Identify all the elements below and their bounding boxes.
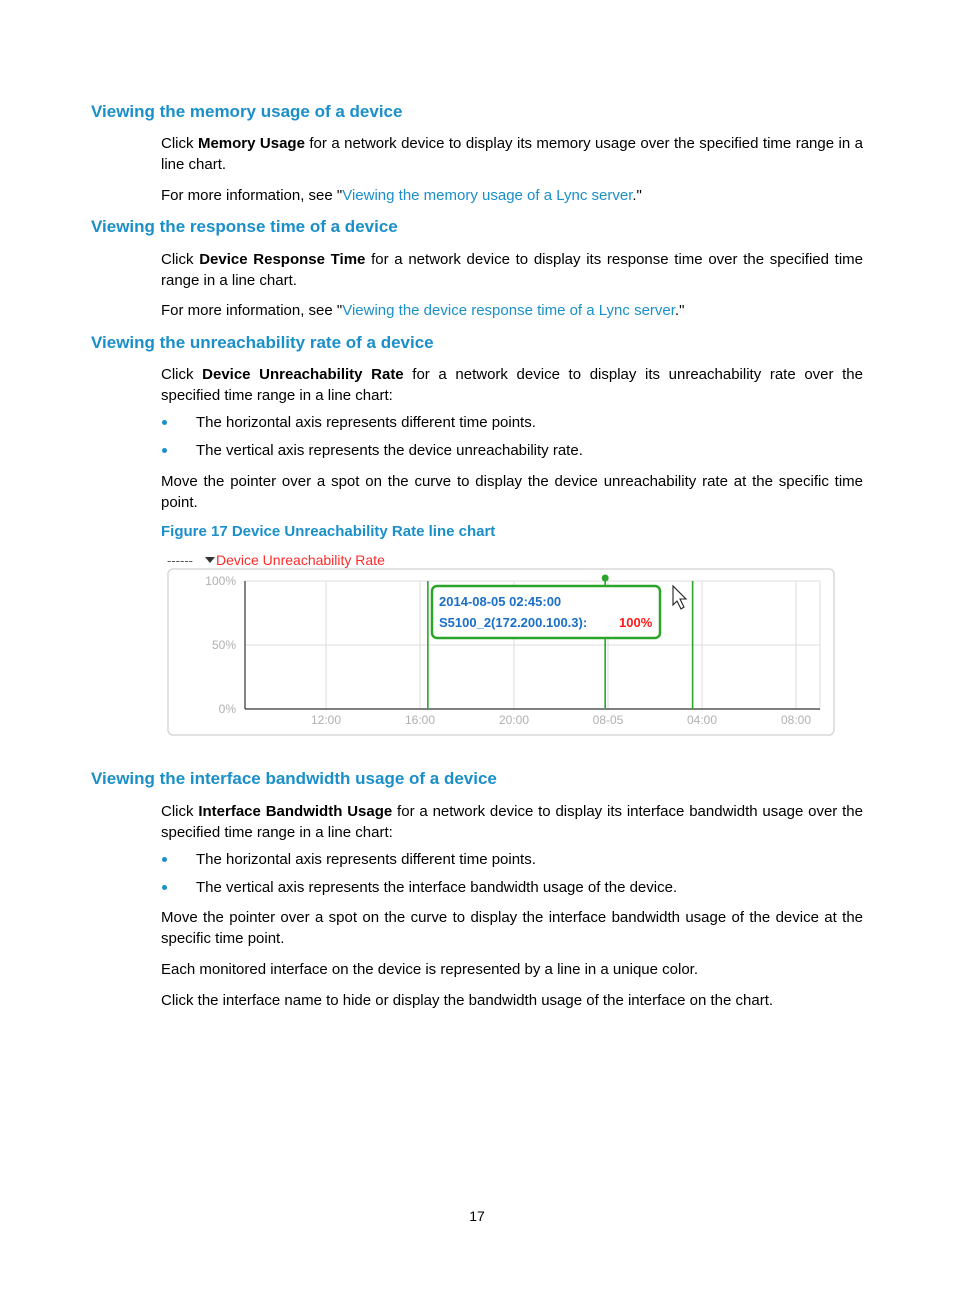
chart-tooltip bbox=[432, 586, 660, 638]
section-heading-response-time: Viewing the response time of a device bbox=[91, 217, 398, 236]
x-tick-label: 12:00 bbox=[310, 713, 342, 727]
x-tick-label: 08:00 bbox=[780, 713, 812, 727]
section-heading-unreachability-rate: Viewing the unreachability rate of a device bbox=[91, 333, 434, 352]
bullet-icon bbox=[162, 420, 167, 425]
y-tick-label: 100% bbox=[205, 574, 236, 588]
paragraph-bandwidth-toggle: Click the interface name to hide or display the bandwidth usage of the interface on the chart. bbox=[161, 992, 774, 1009]
section-heading-interface-bandwidth: Viewing the interface bandwidth usage of a device bbox=[91, 769, 497, 788]
y-tick-label: 0% bbox=[218, 702, 236, 716]
legend-line-marker: ------ bbox=[167, 553, 193, 568]
x-tick-label: 08-05 bbox=[592, 713, 624, 727]
chart-legend[interactable] bbox=[167, 552, 385, 568]
paragraph-unreachability-intro: Click Device Unreachability Rate for a network device to display its unreachability rate over the specified time range in a line chart: bbox=[161, 366, 863, 404]
unreachability-line-chart bbox=[160, 548, 840, 740]
x-tick-label: 20:00 bbox=[498, 713, 530, 727]
ui-term-interface-bandwidth-usage: Interface Bandwidth Usage bbox=[198, 803, 393, 820]
legend-series-name: Device Unreachability Rate bbox=[216, 552, 385, 568]
paragraph-bandwidth-hover: Move the pointer over a spot on the curve to display the interface bandwidth usage of the device at the specific time point. bbox=[161, 909, 863, 947]
paragraph-unreachability-hover: Move the pointer over a spot on the curve to display the device unreachability rate at the specific time point. bbox=[161, 473, 863, 511]
tooltip-device: S5100_2(172.200.100.3): bbox=[439, 615, 588, 630]
paragraph-response-time-intro: Click Device Response Time for a network device to display its response time over the specified time range in a line chart. bbox=[161, 251, 863, 289]
ui-term-device-response-time: Device Response Time bbox=[199, 251, 366, 268]
link-memory-usage-lync[interactable]: Viewing the memory usage of a Lync server bbox=[342, 187, 633, 204]
figure-caption: Figure 17 Device Unreachability Rate line chart bbox=[161, 523, 496, 540]
section-heading-memory-usage: Viewing the memory usage of a device bbox=[91, 102, 403, 121]
bullet-icon bbox=[162, 885, 167, 890]
page-number: 17 bbox=[469, 1208, 485, 1224]
bullet-icon bbox=[162, 857, 167, 862]
bullet-icon bbox=[162, 448, 167, 453]
paragraph-bandwidth-colors: Each monitored interface on the device is represented by a line in a unique color. bbox=[161, 961, 698, 978]
x-tick-label: 04:00 bbox=[686, 713, 718, 727]
link-response-time-lync[interactable]: Viewing the device response time of a Lync server bbox=[342, 302, 675, 319]
paragraph-memory-usage-more-info: For more information, see "Viewing the memory usage of a Lync server." bbox=[161, 187, 642, 204]
paragraph-memory-usage-intro: Click Memory Usage for a network device to display its memory usage over the specified time range in a line chart. bbox=[161, 135, 863, 173]
tooltip-value: 100% bbox=[619, 615, 653, 630]
hover-point[interactable] bbox=[602, 575, 609, 582]
paragraph-bandwidth-intro: Click Interface Bandwidth Usage for a network device to display its interface bandwidth usage over the specified time range in a line chart: bbox=[161, 803, 863, 841]
y-tick-label: 50% bbox=[211, 638, 236, 652]
paragraph-response-time-more-info: For more information, see "Viewing the device response time of a Lync server." bbox=[161, 302, 685, 319]
x-tick-label: 16:00 bbox=[404, 713, 436, 727]
legend-dropdown-icon[interactable] bbox=[205, 557, 215, 563]
ui-term-device-unreachability-rate: Device Unreachability Rate bbox=[202, 366, 404, 383]
tooltip-time: 2014-08-05 02:45:00 bbox=[439, 594, 562, 609]
ui-term-memory-usage: Memory Usage bbox=[197, 135, 305, 152]
